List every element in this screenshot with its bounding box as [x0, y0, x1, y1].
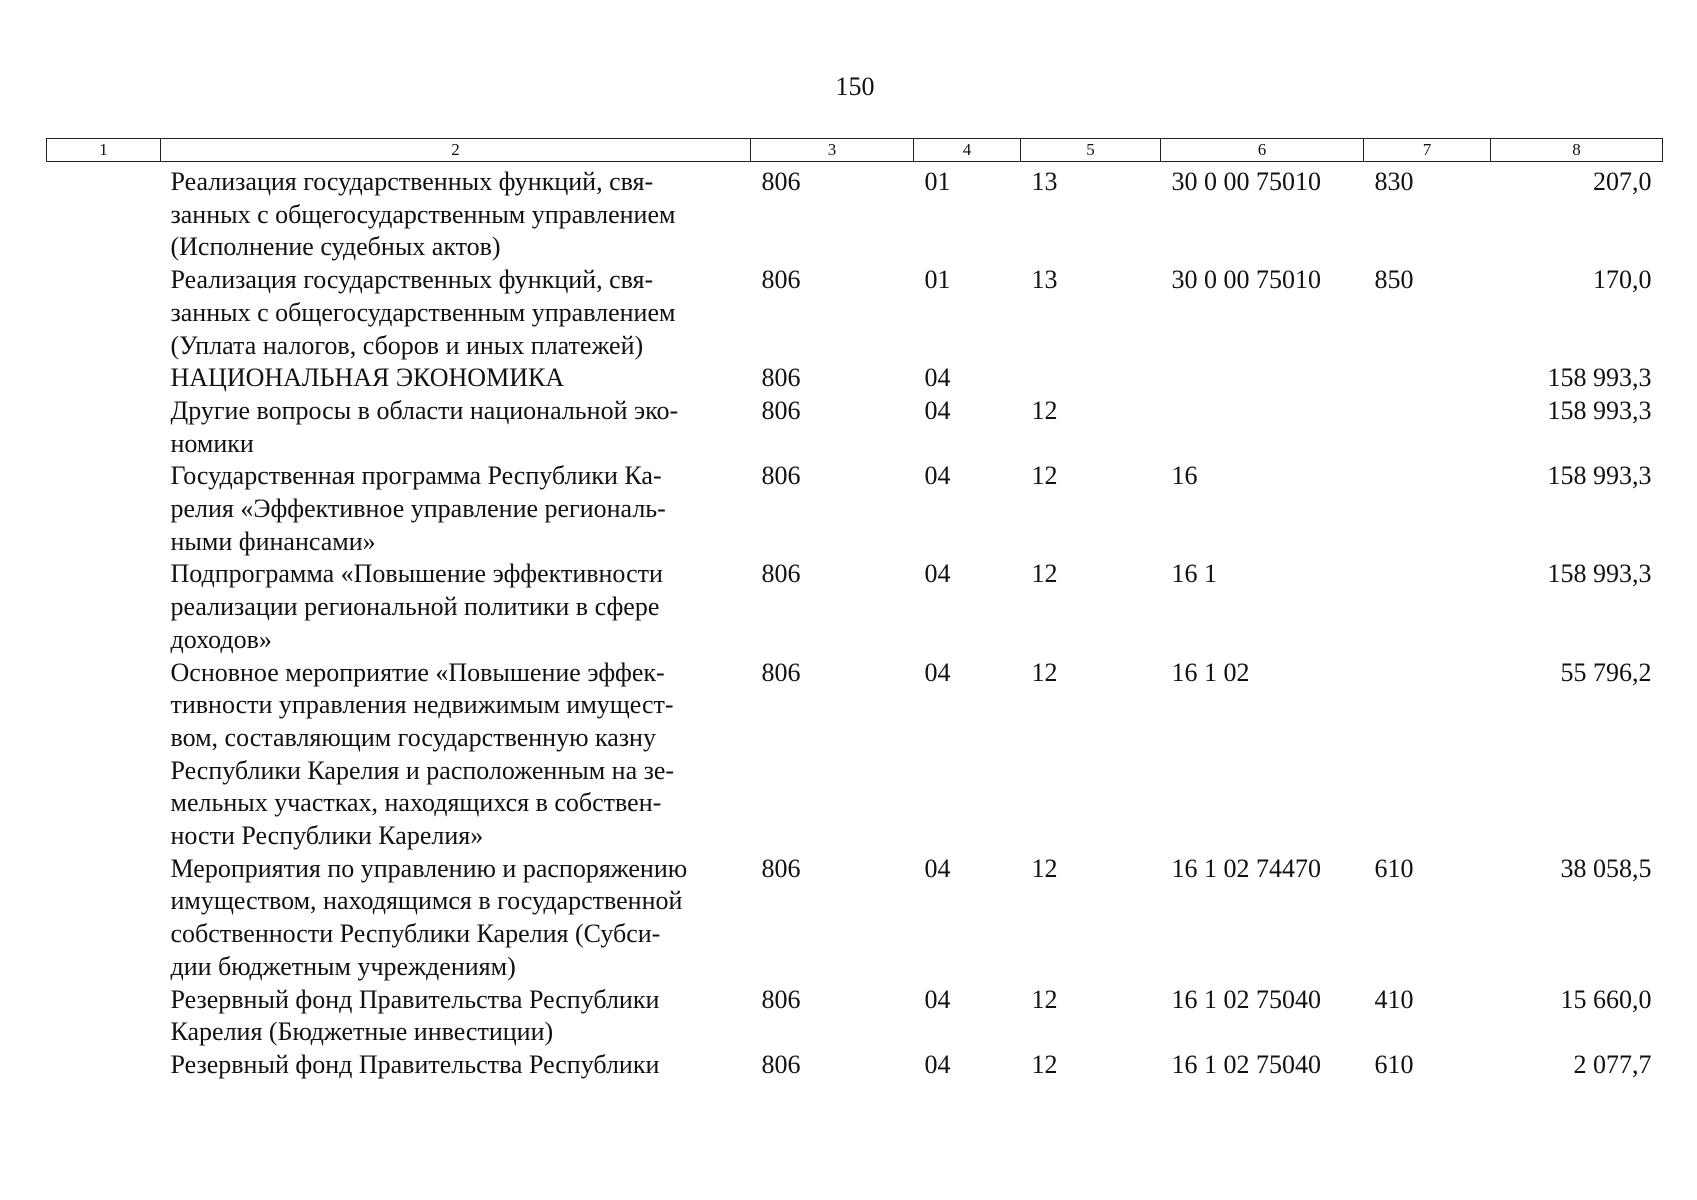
cell-expense-type: 830	[1374, 167, 1414, 196]
table-row	[47, 853, 1663, 984]
table-row	[47, 395, 1663, 460]
cell-target-article: 16 1 02	[1171, 657, 1250, 687]
cell-admin-code: 806	[761, 853, 801, 883]
cell-subsection: 12	[1031, 657, 1058, 687]
cell-expense-type: 410	[1374, 984, 1414, 1014]
cell-item-name	[161, 264, 751, 362]
cell-col-1	[47, 162, 161, 265]
item-name-line: Реализация государственных функций, свя-	[170, 167, 654, 196]
page-number: 150	[835, 72, 875, 101]
cell-target-article: 16 1	[1171, 559, 1217, 589]
cell-col-1	[47, 395, 161, 460]
table-row	[47, 162, 1663, 265]
cell-amount: 38 058,5	[1560, 853, 1652, 883]
item-name-line: ности Республики Карелия»	[170, 821, 484, 851]
cell-amount: 207,0	[1593, 167, 1652, 196]
cell-expense-type: 610	[1374, 1049, 1414, 1079]
cell-expense-type	[1364, 460, 1491, 558]
header-col-5: 5	[1021, 139, 1161, 162]
cell-admin-code: 806	[761, 167, 801, 196]
item-name-line: Основное мероприятие «Повышение эффек-	[170, 657, 665, 687]
cell-item-name	[161, 984, 751, 1049]
cell-col-1	[47, 853, 161, 984]
cell-item-name	[161, 460, 751, 558]
cell-section: 04	[924, 657, 951, 687]
item-name-line: имуществом, находящимся в государственной	[170, 886, 683, 916]
item-name-line: Карелия (Бюджетные инвестиции)	[170, 1017, 554, 1047]
item-name-line: доходов»	[170, 624, 272, 654]
cell-expense-type: 850	[1374, 265, 1414, 295]
cell-expense-type	[1364, 558, 1491, 656]
item-name-line: Другие вопросы в области национальной эко-	[170, 395, 679, 425]
cell-expense-type: 610	[1374, 853, 1414, 883]
cell-item-name	[161, 1049, 751, 1082]
cell-subsection: 12	[1031, 461, 1058, 491]
cell-section: 04	[924, 363, 951, 393]
cell-section: 04	[924, 853, 951, 883]
item-name-line: реализации региональной политики в сфере	[170, 592, 660, 622]
cell-amount: 158 993,3	[1547, 363, 1652, 393]
header-col-4: 4	[914, 139, 1021, 162]
header-col-1: 1	[47, 139, 161, 162]
cell-section: 04	[924, 461, 951, 491]
cell-subsection: 12	[1031, 1049, 1058, 1079]
cell-expense-type	[1364, 362, 1491, 395]
item-name-line: Резервный фонд Правительства Республики	[170, 1049, 660, 1079]
table-body	[47, 162, 1663, 1082]
item-name-line: дии бюджетным учреждениям)	[170, 951, 516, 981]
cell-section: 04	[924, 1049, 951, 1079]
item-name-line: Резервный фонд Правительства Республики	[170, 984, 660, 1014]
cell-admin-code: 806	[761, 461, 801, 491]
cell-amount: 158 993,3	[1547, 559, 1652, 589]
cell-target-article: 16	[1171, 461, 1198, 491]
cell-target-article: 16 1 02 74470	[1171, 853, 1321, 883]
item-name-line: Подпрограмма «Повышение эффективности	[170, 559, 663, 589]
table-row	[47, 657, 1663, 853]
cell-col-1	[47, 460, 161, 558]
cell-col-1	[47, 558, 161, 656]
cell-col-1	[47, 1049, 161, 1082]
header-col-2: 2	[161, 139, 751, 162]
cell-target-article	[1161, 395, 1364, 460]
header-col-3: 3	[751, 139, 914, 162]
cell-section: 04	[924, 395, 951, 425]
cell-expense-type	[1364, 657, 1491, 853]
table-header	[47, 139, 1663, 162]
cell-section: 04	[924, 984, 951, 1014]
cell-expense-type	[1364, 395, 1491, 460]
cell-col-1	[47, 264, 161, 362]
cell-amount: 170,0	[1593, 265, 1652, 295]
item-name-line: Республики Карелия и расположенным на зе-	[170, 755, 675, 785]
item-name-line: Реализация государственных функций, свя-	[170, 265, 654, 295]
item-name-line: мельных участках, находящихся в собствен-	[170, 788, 662, 818]
cell-admin-code: 806	[761, 984, 801, 1014]
cell-col-1	[47, 362, 161, 395]
item-name-line: тивности управления недвижимым имущест-	[170, 690, 674, 720]
cell-target-article: 16 1 02 75040	[1171, 984, 1321, 1014]
cell-col-1	[47, 657, 161, 853]
cell-target-article: 30 0 00 75010	[1171, 167, 1321, 196]
item-name-line: собственности Республики Карелия (Субси-	[170, 919, 661, 949]
header-row	[47, 139, 1663, 162]
cell-subsection	[1021, 362, 1161, 395]
cell-subsection: 13	[1031, 265, 1058, 295]
cell-admin-code: 806	[761, 363, 801, 393]
cell-section: 01	[924, 265, 951, 295]
cell-subsection: 12	[1031, 395, 1058, 425]
item-name-line: (Исполнение судебных актов)	[170, 232, 501, 262]
cell-amount: 2 077,7	[1573, 1049, 1652, 1079]
cell-item-name	[161, 558, 751, 656]
item-name-line: занных с общегосударственным управлением	[170, 199, 676, 229]
cell-amount: 55 796,2	[1560, 657, 1652, 687]
cell-subsection: 12	[1031, 559, 1058, 589]
cell-amount: 158 993,3	[1547, 395, 1652, 425]
cell-admin-code: 806	[761, 559, 801, 589]
header-col-8: 8	[1491, 139, 1663, 162]
header-col-6: 6	[1161, 139, 1364, 162]
cell-item-name	[161, 395, 751, 460]
cell-item-name	[161, 362, 751, 395]
cell-subsection: 12	[1031, 853, 1058, 883]
cell-subsection: 13	[1031, 167, 1058, 196]
item-name-line: релия «Эффективное управление региональ-	[170, 494, 666, 524]
cell-col-1	[47, 984, 161, 1049]
cell-subsection: 12	[1031, 984, 1058, 1014]
cell-amount: 15 660,0	[1560, 984, 1652, 1014]
cell-admin-code: 806	[761, 657, 801, 687]
item-name-line: Мероприятия по управлению и распоряжению	[170, 853, 688, 883]
header-col-7: 7	[1364, 139, 1491, 162]
item-name-line: Государственная программа Республики Ка-	[170, 461, 662, 491]
cell-admin-code: 806	[761, 265, 801, 295]
item-name-line: (Уплата налогов, сборов и иных платежей)	[170, 330, 644, 360]
table-row	[47, 460, 1663, 558]
cell-item-name	[161, 162, 751, 265]
item-name-line: ными финансами»	[170, 526, 376, 556]
table-row	[47, 558, 1663, 656]
cell-admin-code: 806	[761, 1049, 801, 1079]
cell-admin-code: 806	[761, 395, 801, 425]
item-name-line: НАЦИОНАЛЬНАЯ ЭКОНОМИКА	[170, 363, 565, 393]
cell-target-article	[1161, 362, 1364, 395]
table-row	[47, 264, 1663, 362]
table-row	[47, 984, 1663, 1049]
cell-section: 04	[924, 559, 951, 589]
cell-item-name	[161, 853, 751, 984]
table-row	[47, 362, 1663, 395]
budget-table	[46, 138, 1663, 1082]
cell-item-name	[161, 657, 751, 853]
cell-section: 01	[924, 167, 951, 196]
item-name-line: вом, составляющим государственную казну	[170, 722, 656, 752]
item-name-line: номики	[170, 428, 254, 458]
cell-target-article: 16 1 02 75040	[1171, 1049, 1321, 1079]
cell-target-article: 30 0 00 75010	[1171, 265, 1321, 295]
item-name-line: занных с общегосударственным управлением	[170, 297, 676, 327]
cell-amount: 158 993,3	[1547, 461, 1652, 491]
table-row	[47, 1049, 1663, 1082]
